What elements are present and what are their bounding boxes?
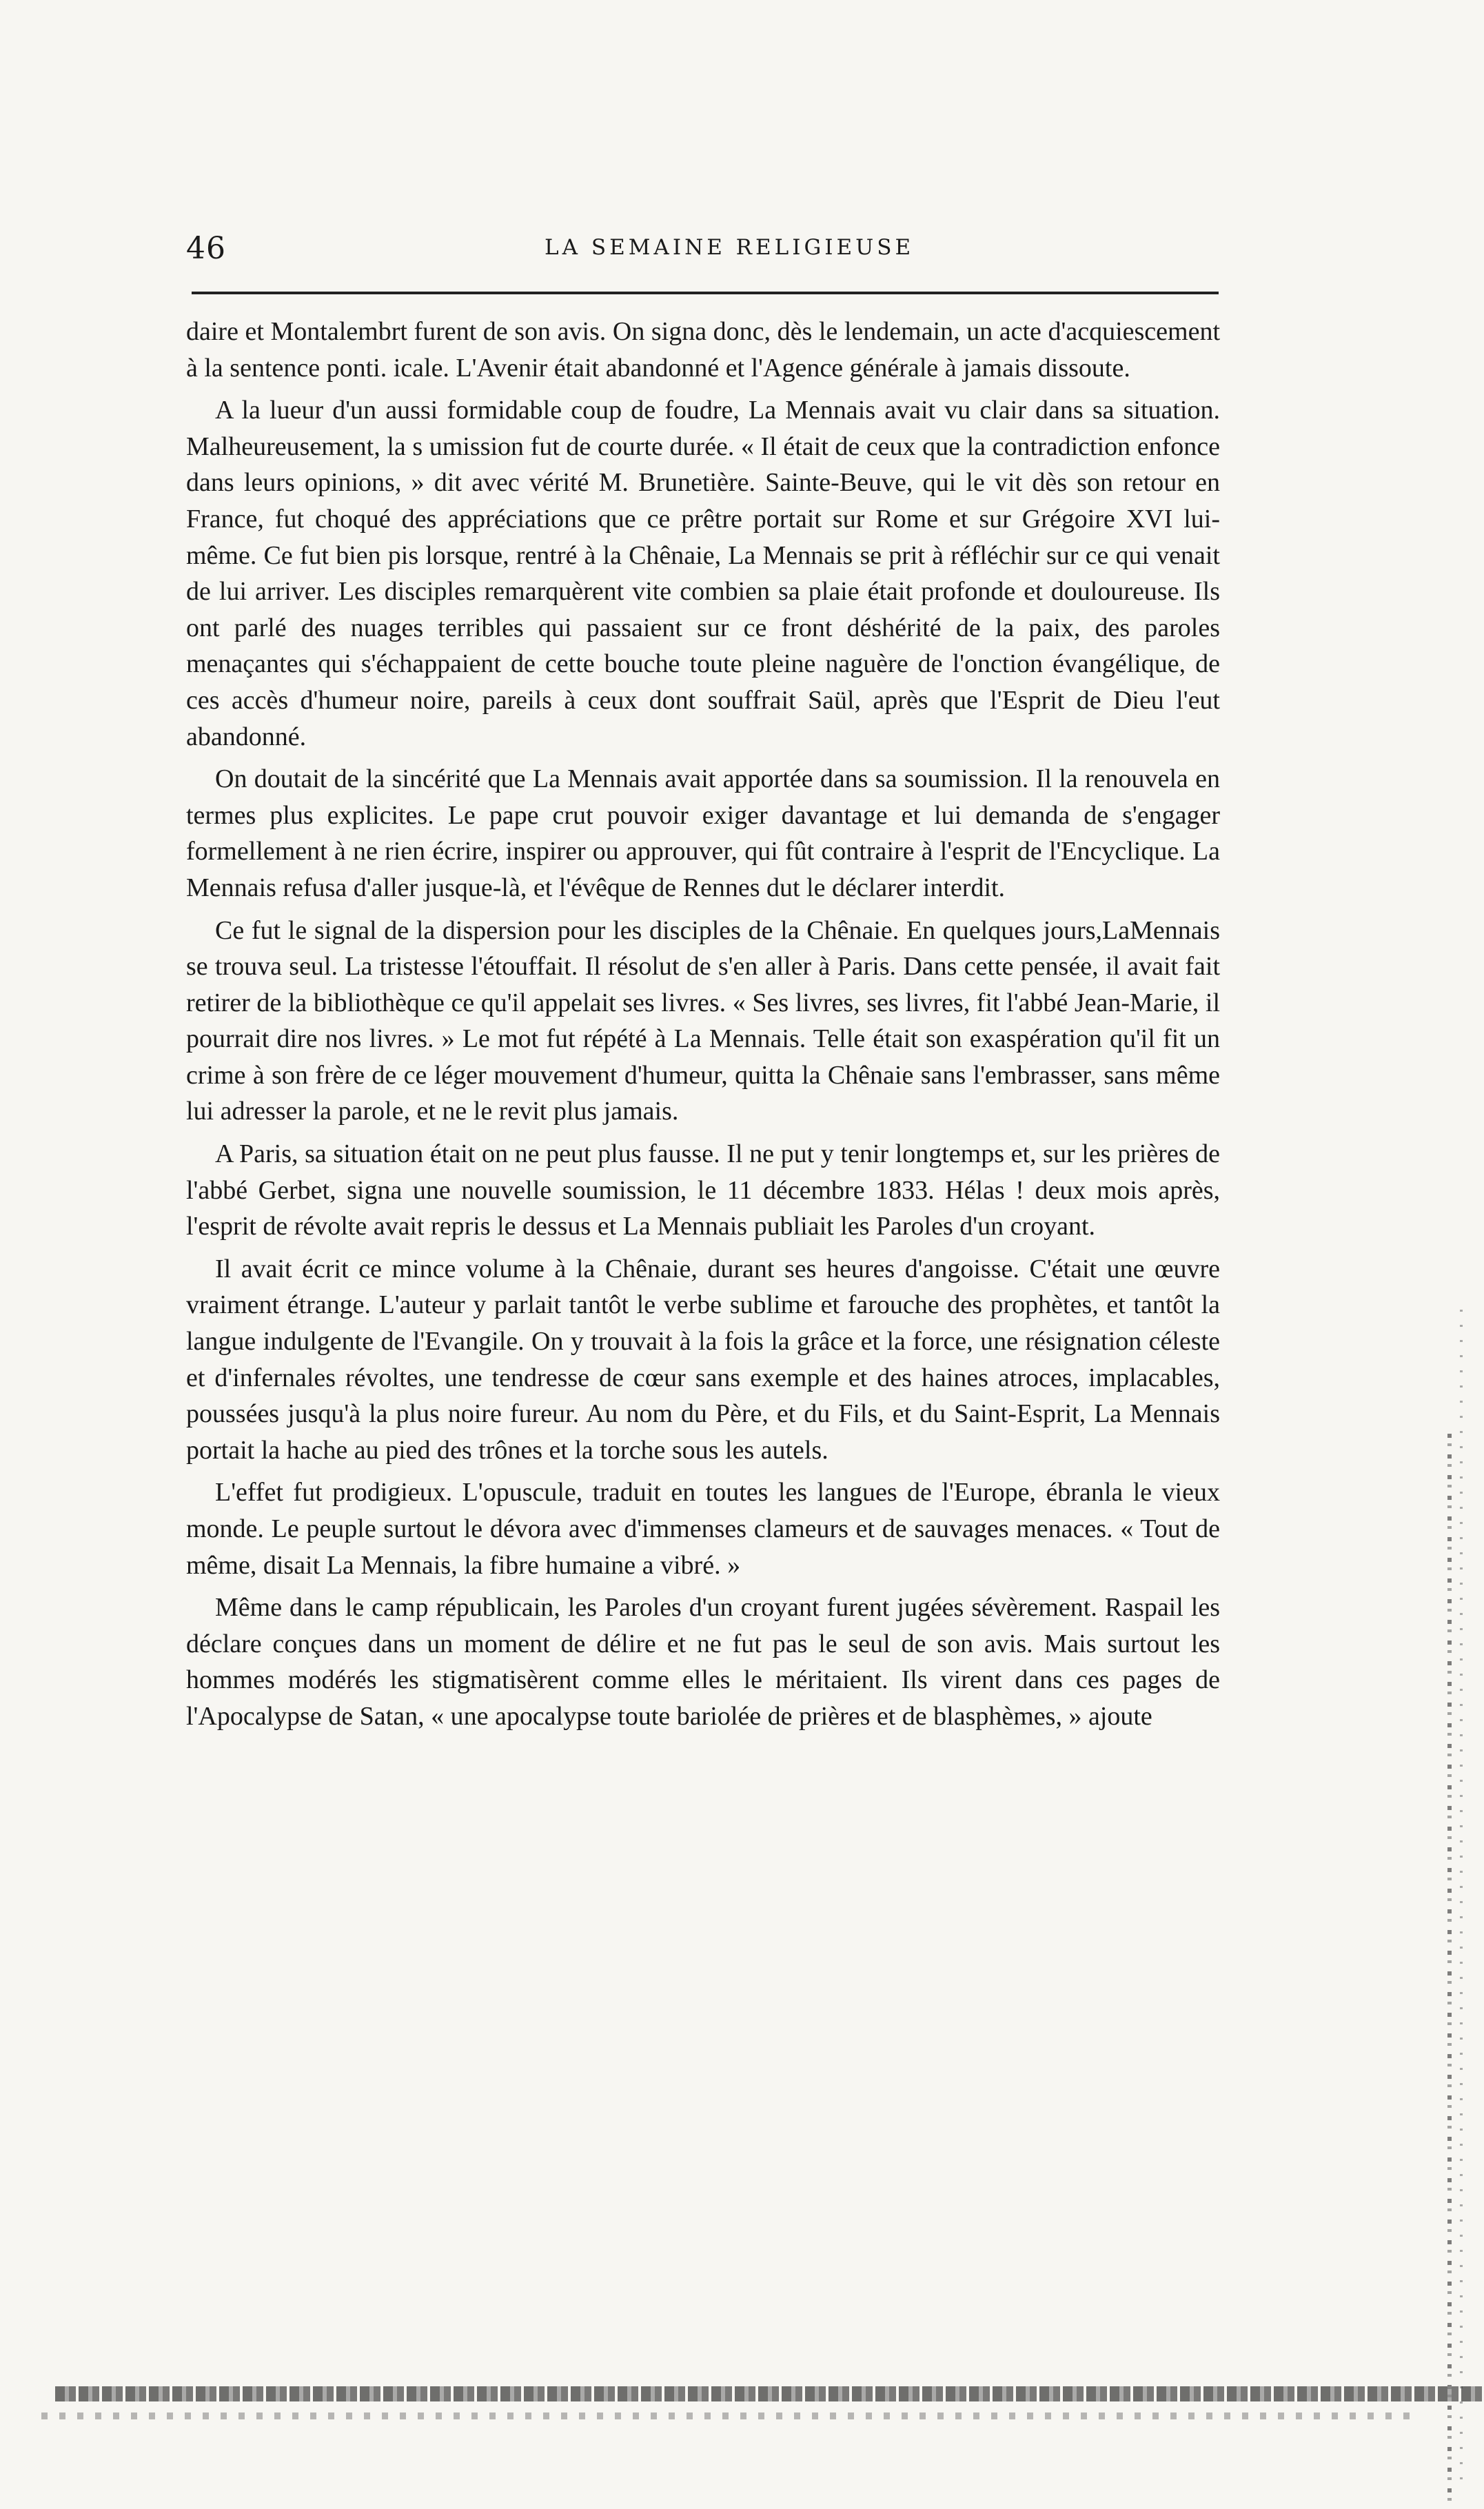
- header-rule: [192, 292, 1219, 294]
- paragraph: L'effet fut prodigieux. L'opuscule, traduit en toutes les langues de l'Europe, ébranla le vieux monde. Le peuple surtout le dévora avec d'immenses clameurs et de sauvages menaces. « Tout de même, disait La Mennais, la fibre humaine a vibré. »: [186, 1478, 1220, 1580]
- page-number: 46: [186, 231, 226, 266]
- text-body: [186, 314, 1220, 1741]
- paragraph: Il avait écrit ce mince volume à la Chênaie, durant ses heures d'angoisse. C'était une œuvre vraiment étrange. L'auteur y parlait tantôt le verbe sublime et farouche des prophètes, et tantôt la langue indulgente de l'Evangile. On y trouvait à la fois la grâce et la force, une résignation céleste et d'infernales révoltes, une tendresse de cœur sans exemple et des haines atroces, implacables, poussées jusqu'à la plus noire fureur. Au nom du Père, et du Fils, et du Saint-Esprit, La Mennais portait la hache au pied des trônes et la torche sous les autels.: [186, 1254, 1220, 1465]
- paragraph: A la lueur d'un aussi formidable coup de foudre, La Mennais avait vu clair dans sa situation. Malheureusement, la s umission fut de courte durée. « Il était de ceux que la contradiction enfonce dans leurs opinions, » dit avec vérité M. Brunetière. Sainte-Beuve, qui le vit dès son retour en France, fut choqué des appréciations que ce prêtre portait sur Rome et sur Grégoire XVI lui-même. Ce fut bien pis lorsque, rentré à la Chênaie, La Mennais se prit à réfléchir sur ce qui venait de lui arriver. Les disciples remarquèrent vite combien sa plaie était profonde et douloureuse. Ils ont parlé des nuages terribles qui passaient sur ce front déshérité de la paix, des paroles menaçantes qui s'échappaient de cette bouche toute pleine naguère de l'onction évangélique, de ces accès d'humeur noire, pareils à ceux dont souffrait Saül, après que l'Esprit de Dieu l'eut abandonné.: [186, 396, 1220, 751]
- scan-edge-artifact: [55, 2386, 1484, 2401]
- paragraph: Même dans le camp républicain, les Paroles d'un croyant furent jugées sévèrement. Raspail les déclare conçues dans un moment de délire et ne fut pas le seul de son avis. Mais surtout les hommes modérés les stigmatisèrent comme elles le méritaient. Ils virent dans ces pages de l'Apocalypse de Satan, « une apocalypse toute bariolée de prières et de blasphèmes, » ajoute: [186, 1593, 1220, 1731]
- paragraph: A Paris, sa situation était on ne peut plus fausse. Il ne put y tenir longtemps et, sur les prières de l'abbé Gerbet, signa une nouvelle soumission, le 11 décembre 1833. Hélas ! deux mois après, l'esprit de révolte avait repris le dessus et La Mennais publiait les Paroles d'un croyant.: [186, 1139, 1220, 1241]
- scan-edge-artifact: [1460, 1310, 1463, 2481]
- scan-edge-artifact: [1447, 1434, 1452, 2509]
- scan-edge-artifact: [41, 2412, 1420, 2419]
- page-header: [186, 231, 1220, 272]
- paragraph: daire et Montalembrt furent de son avis. On signa donc, dès le lendemain, un acte d'acquiescement à la sentence ponti. icale. L'Avenir était abandonné et l'Agence générale à jamais dissoute.: [186, 317, 1220, 383]
- paragraph: Ce fut le signal de la dispersion pour les disciples de la Chênaie. En quelques jours,LaMennais se trouva seul. La tristesse l'étouffait. Il résolut de s'en aller à Paris. Dans cette pensée, il avait fait retirer de la bibliothèque ce qu'il appelait ses livres. « Ses livres, ses livres, fit l'abbé Jean-Marie, il pourrait dire nos livres. » Le mot fut répété à La Mennais. Telle était son exaspération qu'il fit un crime à son frère de ce léger mouvement d'humeur, quitta la Chênaie sans l'embrasser, sans même lui adresser la parole, et ne le revit plus jamais.: [186, 915, 1220, 1126]
- running-head: LA SEMAINE RELIGIEUSE: [545, 235, 915, 260]
- paragraph: On doutait de la sincérité que La Mennais avait apportée dans sa soumission. Il la renouvela en termes plus explicites. Le pape crut pouvoir exiger davantage et lui demanda de s'engager formellement à ne rien écrire, inspirer ou approuver, qui fût contraire à l'esprit de l'Encyclique. La Mennais refusa d'aller jusque-là, et l'évêque de Rennes dut le déclarer interdit.: [186, 764, 1220, 902]
